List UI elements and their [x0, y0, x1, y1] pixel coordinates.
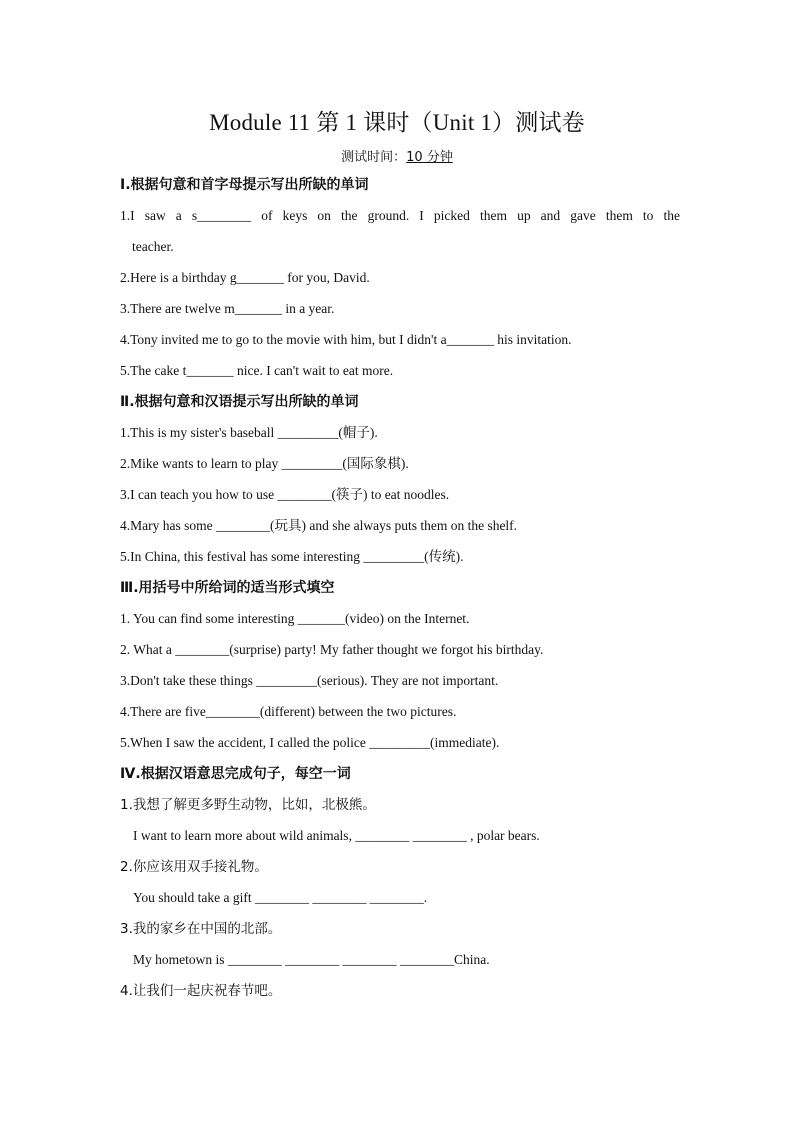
- question-line: 2.Mike wants to learn to play _________(国际象棋).: [120, 456, 409, 471]
- question-prompt: 1.我想了解更多野生动物，比如，北极熊。: [120, 797, 376, 813]
- question-line: 1. You can find some interesting _______(video) on the Internet.: [120, 611, 470, 626]
- question-line: 4.Tony invited me to go to the movie with him, but I didn't a_______ his invitation.: [120, 332, 572, 347]
- question-prompt: 2.你应该用双手接礼物。: [120, 859, 268, 875]
- section-4-heading: Ⅳ.根据汉语意思完成句子，每空一词: [120, 766, 351, 782]
- question-line: 3.I can teach you how to use ________(筷子) to eat noodles.: [120, 487, 450, 502]
- page-title: Module 11 第 1 课时（Unit 1）测试卷: [209, 110, 585, 135]
- question-line: I want to learn more about wild animals, ________ ________ , polar bears.: [133, 828, 540, 843]
- question-line: teacher.: [132, 239, 174, 254]
- question-line: 5.When I saw the accident, I called the police _________(immediate).: [120, 735, 500, 750]
- question-line: 5.In China, this festival has some interesting _________(传统).: [120, 549, 464, 564]
- exercise-content: [120, 174, 680, 1011]
- question-line: 3.Don't take these things _________(serious). They are not important.: [120, 673, 499, 688]
- question-line: 2. What a ________(surprise) party! My father thought we forgot his birthday.: [120, 642, 544, 657]
- section-1-heading: Ⅰ.根据句意和首字母提示写出所缺的单词: [120, 177, 369, 193]
- question-line: 3.There are twelve m_______ in a year.: [120, 301, 335, 316]
- question-line: 2.Here is a birthday g_______ for you, David.: [120, 270, 370, 285]
- test-time-label: 测试时间：: [341, 150, 407, 165]
- question-line: My hometown is ________ ________ ________ ________China.: [133, 952, 490, 967]
- question-line: 5.The cake t_______ nice. I can't wait to eat more.: [120, 363, 394, 378]
- question-prompt: 3.我的家乡在中国的北部。: [120, 921, 282, 937]
- test-time: [0, 146, 794, 165]
- section-2-heading: Ⅱ.根据句意和汉语提示写出所缺的单词: [120, 394, 359, 410]
- section-3-heading: Ⅲ.用括号中所给词的适当形式填空: [120, 580, 335, 596]
- question-line: 1.This is my sister's baseball _________(帽子).: [120, 425, 378, 440]
- question-line: 4.Mary has some ________(玩具) and she always puts them on the shelf.: [120, 518, 518, 533]
- question-line: You should take a gift ________ ________ ________.: [133, 890, 428, 905]
- question-prompt: 4.让我们一起庆祝春节吧。: [120, 983, 282, 999]
- question-line: 1.I saw a s________ of keys on the ground. I picked them up and gave them to the: [120, 208, 680, 223]
- question-line: 4.There are five________(different) between the two pictures.: [120, 704, 457, 719]
- test-time-duration: 10 分钟: [406, 150, 453, 165]
